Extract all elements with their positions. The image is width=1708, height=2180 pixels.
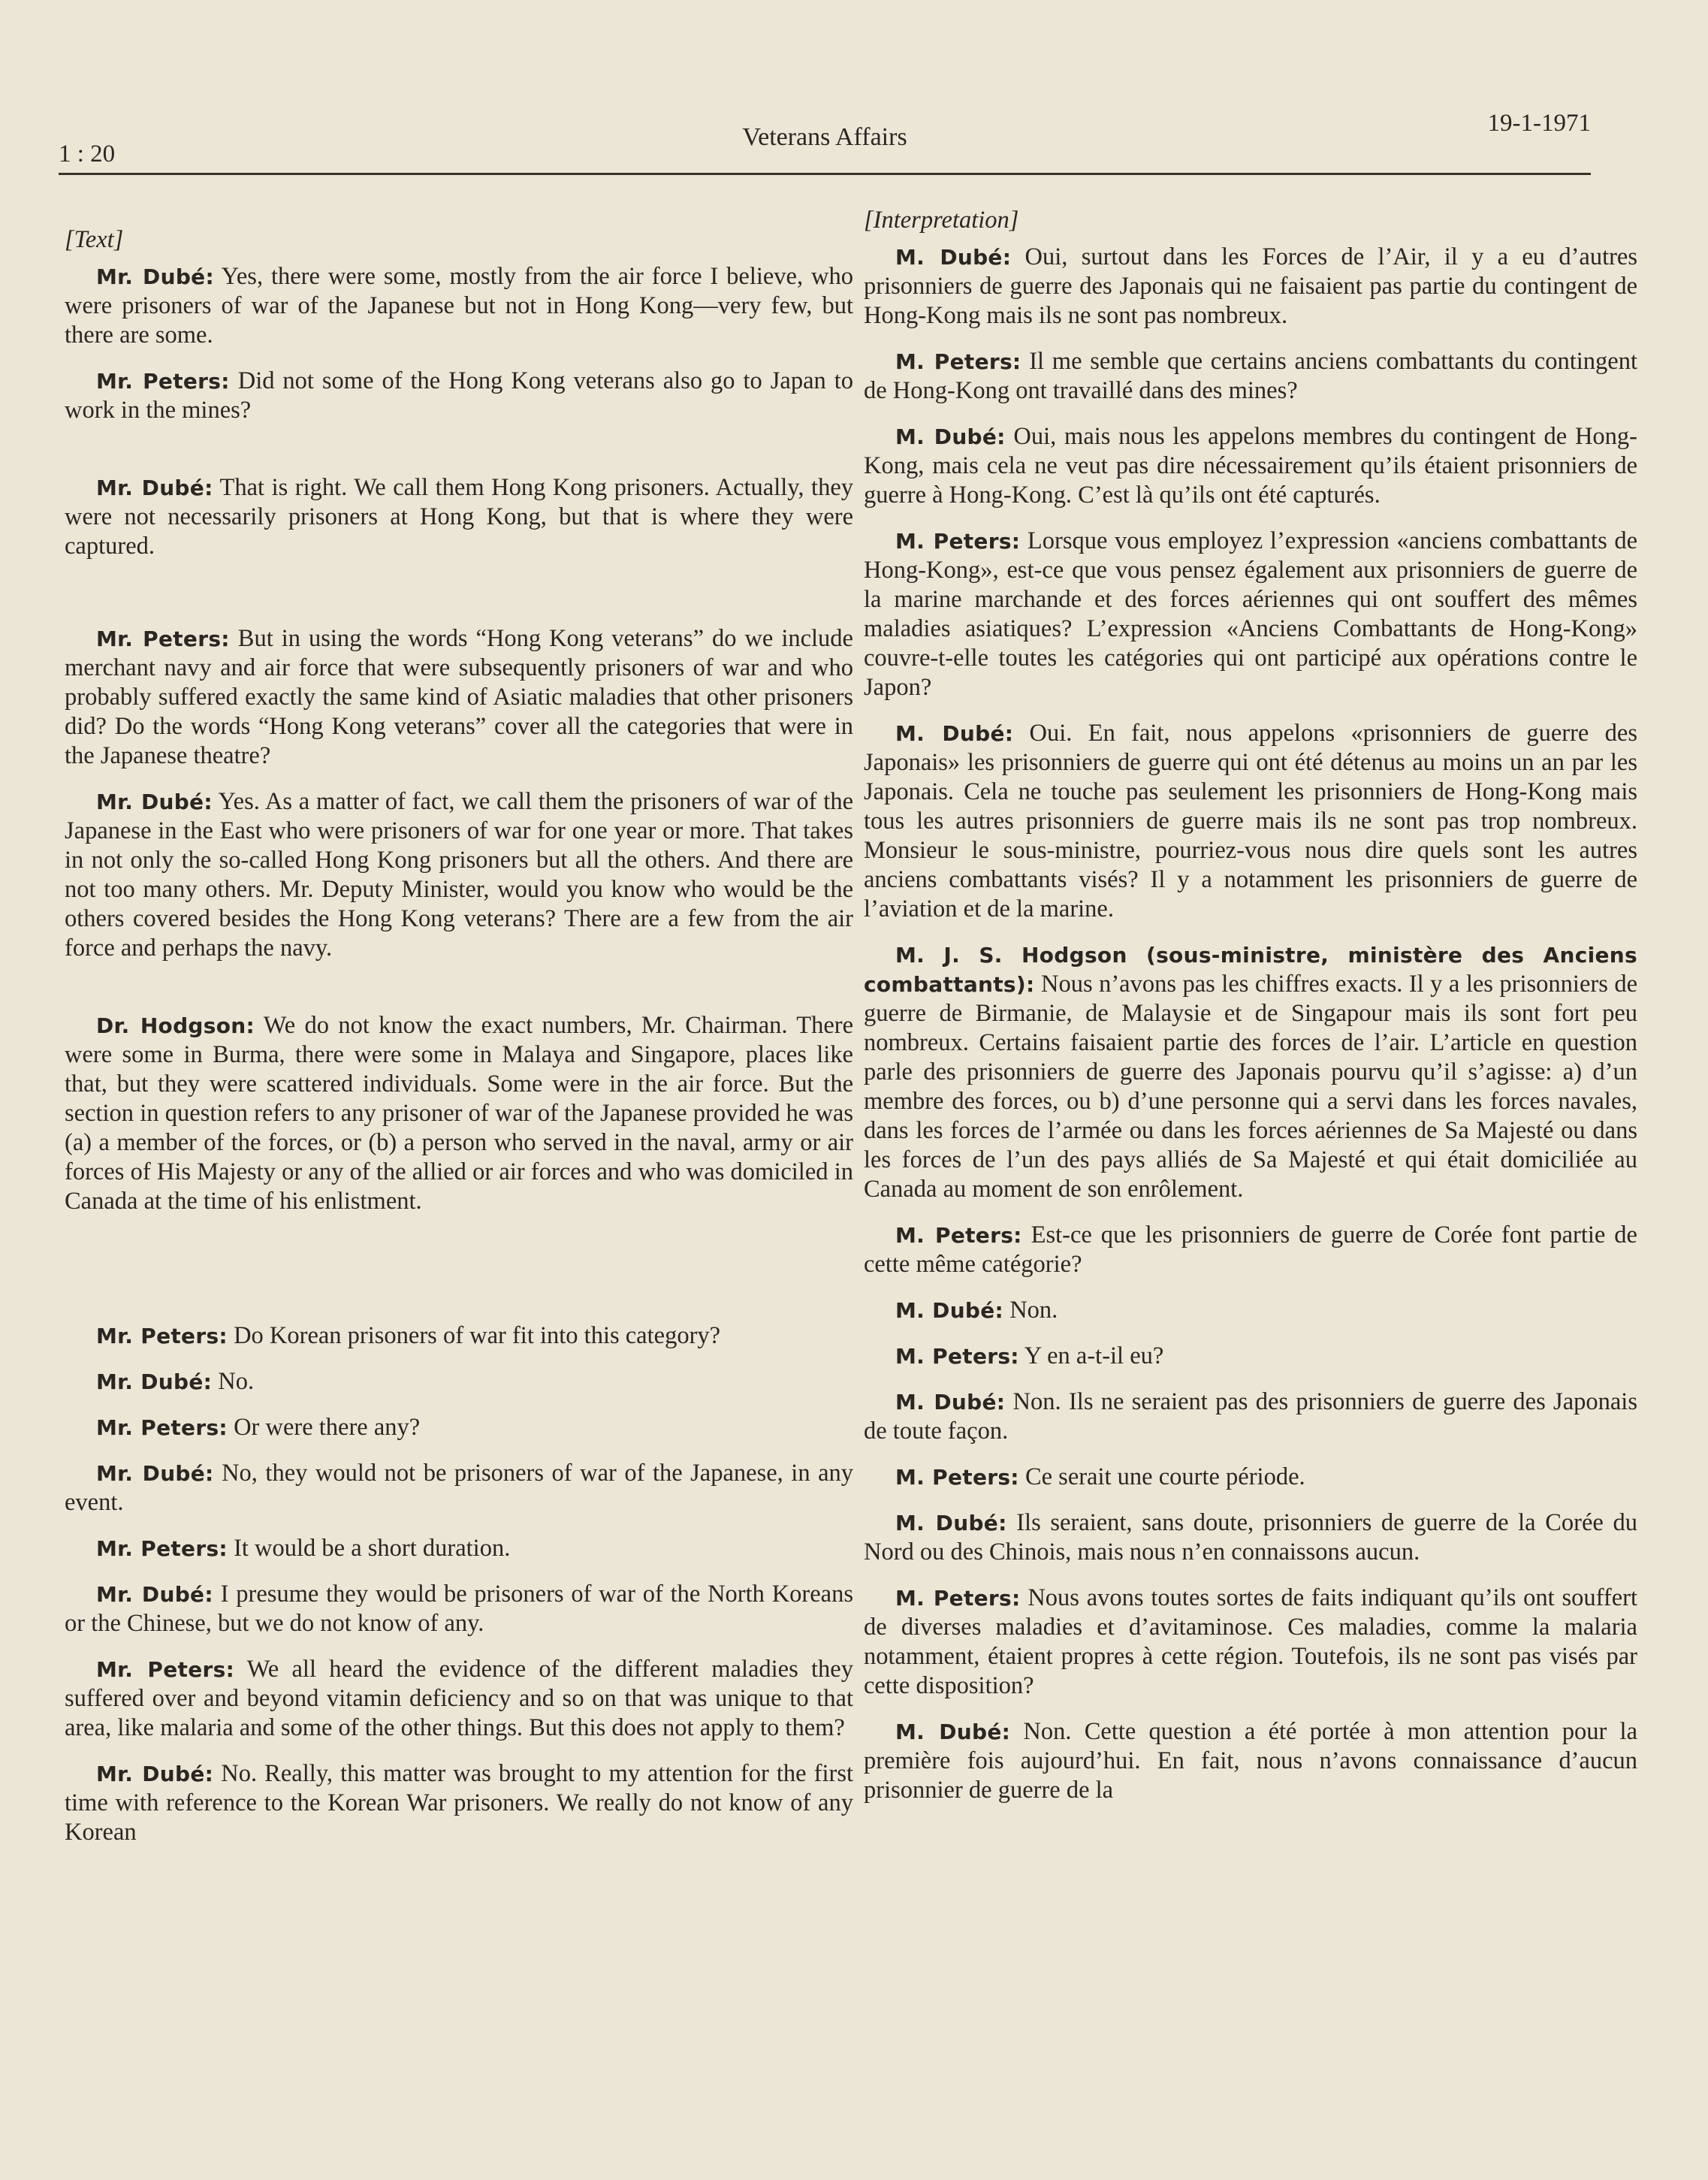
- speaker-name: Mr. Dubé:: [96, 476, 213, 500]
- speech-text: Non. Cette question a été portée à mon attention pour la première fois aujourd’hui. En fait, nous n’avons connaissance d’aucun prisonnier de guerre de la: [864, 1718, 1637, 1804]
- speaker-name: M. Dubé:: [895, 1720, 1011, 1744]
- speech-text: Est-ce que les prisonniers de guerre de Corée font partie de cette même catégorie?: [864, 1221, 1637, 1278]
- speech-text: Il me semble que certains anciens combattants du contingent de Hong-Kong ont travaillé dans des mines?: [864, 348, 1637, 404]
- speaker-name: M. Peters:: [895, 1223, 1022, 1248]
- column-label: [Text]: [65, 226, 124, 253]
- speaker-name: M. Peters:: [895, 529, 1021, 554]
- speaker-name: Mr. Peters:: [96, 1415, 228, 1440]
- paragraph: [65, 1534, 853, 1563]
- paragraph: [864, 1221, 1637, 1279]
- paragraph: [864, 1342, 1637, 1371]
- speaker-name: Mr. Dubé:: [96, 1369, 213, 1394]
- speaker-name: Mr. Dubé:: [96, 790, 213, 814]
- speaker-name: Mr. Peters:: [96, 1324, 228, 1348]
- english-column: [65, 225, 853, 1864]
- column-label: [Interpretation]: [864, 207, 1019, 234]
- speech-text: Ils seraient, sans doute, prisonniers de guerre de la Corée du Nord ou des Chinois, mais nous n’en connaissons aucun.: [864, 1509, 1637, 1566]
- header-date: 19-1-1971: [1487, 110, 1591, 137]
- speaker-name: Mr. Dubé:: [96, 1582, 213, 1607]
- speech-text: Non.: [1003, 1297, 1058, 1324]
- paragraph: [65, 787, 853, 963]
- paragraph: [864, 1717, 1637, 1805]
- paragraph: [864, 527, 1637, 702]
- paragraph: [65, 367, 853, 425]
- speech-text: Yes, there were some, mostly from the air force I believe, who were prisoners of war of the Japanese but not in Hong Kong—very few, but there are some.: [65, 263, 853, 349]
- speaker-name: M. Dubé:: [895, 424, 1006, 449]
- speaker-name: M. Dubé:: [895, 721, 1014, 746]
- speech-text: Do Korean prisoners of war fit into this category?: [227, 1322, 721, 1349]
- speech-text: Y en a-t-il eu?: [1018, 1342, 1164, 1369]
- paragraph: [65, 1759, 853, 1847]
- speech-text: Oui, surtout dans les Forces de l’Air, il y a eu d’autres prisonniers de guerre des Japonais qui ne faisaient pas partie du contingent de Hong-Kong mais ils ne sont pas nombreux.: [864, 243, 1637, 329]
- speaker-name: Mr. Peters:: [96, 369, 230, 394]
- page-number: 1 : 20: [59, 140, 116, 168]
- french-column: [864, 206, 1637, 1822]
- paragraph: [864, 1584, 1637, 1701]
- speech-text: No.: [212, 1368, 255, 1395]
- speaker-name: M. Peters:: [895, 1586, 1021, 1611]
- speaker-name: Mr. Dubé:: [96, 1762, 214, 1786]
- paragraph: [65, 1367, 853, 1396]
- paragraph: [65, 1580, 853, 1638]
- speech-text: It would be a short duration.: [227, 1535, 511, 1562]
- speech-text: Or were there any?: [227, 1414, 421, 1441]
- speech-text: Nous avons toutes sortes de faits indiquant qu’ils ont souffert de diverses maladies et d’avitaminose. Ces maladies, comme la malaria notamment, étaient propres à cette région. Toutefois, ils ne sont pas visés par cette disposition?: [864, 1584, 1637, 1699]
- speech-text: But in using the words “Hong Kong veterans” do we include merchant navy and air force that were subsequently prisoners of war and who probably suffered exactly the same kind of Asiatic maladies that other prisoners did? Do the words “Hong Kong veterans” cover all the categories that were in the Japanese theatre?: [65, 625, 853, 769]
- paragraph: [864, 1296, 1637, 1325]
- speaker-name: Dr. Hodgson:: [96, 1013, 255, 1038]
- paragraph: [65, 1655, 853, 1743]
- speech-text: I presume they would be prisoners of war of the North Koreans or the Chinese, but we do not know of any.: [65, 1581, 853, 1637]
- paragraph: [864, 1463, 1637, 1492]
- speech-text: No, they would not be prisoners of war of the Japanese, in any event.: [65, 1460, 854, 1516]
- speech-text: Oui. En fait, nous appelons «prisonniers de guerre des Japonais» les prisonniers de guerre qui ont été détenus au moins un an par les Japonais. Cela ne touche pas seulement les prisonniers de Hong-Kong mais tous les autres prisonniers de guerre mais ils ne sont pas trop nombreux. Monsieur le sous-ministre, pourriez-vous nous dire quels sont les autres anciens combattants visés? Il y a notamment les prisonniers de guerre de l’aviation et de la marine.: [864, 720, 1637, 922]
- paragraph: [864, 941, 1637, 1204]
- speaker-name: Mr. Dubé:: [96, 264, 214, 289]
- speech-text: Ce serait une courte période.: [1018, 1463, 1305, 1490]
- speech-text: Non. Ils ne seraient pas des prisonniers de guerre des Japonais de toute façon.: [864, 1388, 1637, 1445]
- speaker-name: M. Peters:: [895, 1344, 1019, 1369]
- paragraph: [864, 422, 1637, 510]
- paragraph: [65, 1413, 853, 1442]
- paragraph: [65, 624, 853, 771]
- speech-text: That is right. We call them Hong Kong prisoners. Actually, they were not necessarily prisoners at Hong Kong, but that is where they were captured.: [65, 474, 853, 560]
- speaker-name: M. Peters:: [895, 349, 1021, 374]
- speaker-name: Mr. Peters:: [96, 627, 230, 651]
- speech-text: Oui, mais nous les appelons membres du contingent de Hong-Kong, mais cela ne veut pas dire nécessairement qu’ils étaient prisonniers de guerre à Hong-Kong. C’est là qu’ils ont été capturés.: [864, 423, 1637, 509]
- paragraph: [65, 1321, 853, 1351]
- page-header: [59, 105, 1591, 175]
- speech-text: Did not some of the Hong Kong veterans also go to Japan to work in the mines?: [65, 367, 853, 424]
- speaker-name: M. Peters:: [895, 1465, 1019, 1490]
- speaker-name: Mr. Peters:: [96, 1657, 235, 1682]
- speaker-name: M. Dubé:: [895, 1390, 1006, 1415]
- speaker-name: M. Dubé:: [895, 1298, 1004, 1323]
- paragraph: [864, 1387, 1637, 1446]
- speaker-name: M. J. S. Hodgson (sous-ministre, ministère des Anciens combattants):: [864, 943, 1637, 997]
- paragraph: [65, 1011, 853, 1216]
- speech-text: We all heard the evidence of the different maladies they suffered over and beyond vitamin deficiency and so on that was unique to that area, like malaria and some of the other things. But this does not apply to them?: [65, 1656, 853, 1741]
- speech-text: We do not know the exact numbers, Mr. Chairman. There were some in Burma, there were some in Malaya and Singapore, places like that, but they were scattered individuals. Some were in the air force. But the section in question refers to any prisoner of war of the Japanese provided he was (a) a member of the forces, or (b) a person who served in the naval, army or air forces of His Majesty or any of the allied or air forces and who was domiciled in Canada at the time of his enlistment.: [65, 1012, 853, 1215]
- paragraph: [65, 473, 853, 561]
- speaker-name: Mr. Peters:: [96, 1536, 228, 1561]
- speaker-name: Mr. Dubé:: [96, 1461, 214, 1486]
- running-title: Veterans Affairs: [742, 123, 907, 151]
- paragraph: [864, 1508, 1637, 1567]
- speech-text: Lorsque vous employez l’expression «anciens combattants de Hong-Kong», est-ce que vous pensez également aux prisonniers de guerre de la marine marchande et des forces aériennes qui ont souffert des mêmes maladies asiatiques? L’expression «Anciens Combattants de Hong-Kong» couvre-t-elle toutes les catégories qui ont participé aux opérations contre le Japon?: [864, 527, 1638, 701]
- paragraph: [864, 719, 1637, 924]
- speech-text: Yes. As a matter of fact, we call them the prisoners of war of the Japanese in the East who were prisoners of war for one year or more. That takes in not only the so-called Hong Kong prisoners but all the others. And there are not too many others. Mr. Deputy Minister, would you know who would be the others covered besides the Hong Kong veterans? There are a few from the air force and perhaps the navy.: [65, 788, 854, 962]
- paragraph: [65, 262, 853, 350]
- speaker-name: M. Dubé:: [895, 1511, 1007, 1535]
- speaker-name: M. Dubé:: [895, 245, 1012, 270]
- speech-text: No. Really, this matter was brought to my attention for the first time with reference to the Korean War prisoners. We really do not know of any Korean: [65, 1760, 853, 1846]
- paragraph: [65, 1459, 853, 1517]
- paragraph: [864, 347, 1637, 406]
- speech-text: Nous n’avons pas les chiffres exacts. Il y a les prisonniers de guerre de Birmanie, de Malaysie et de Singapour mais ils sont fort peu nombreux. Certains faisaient partie des forces de l’air. L’article en question parle des prisonniers de guerre des Japonais pourvu qu’il s’agisse: a) d’un membre des forces, ou b) d’une personne qui a servi dans les forces navales, dans les forces de l’armée ou dans les forces aériennes de Sa Majesté ou dans les forces de l’un des pays alliés de Sa Majesté et qui était domiciliée au Canada au moment de son enrôlement.: [864, 971, 1637, 1203]
- paragraph: [864, 243, 1637, 331]
